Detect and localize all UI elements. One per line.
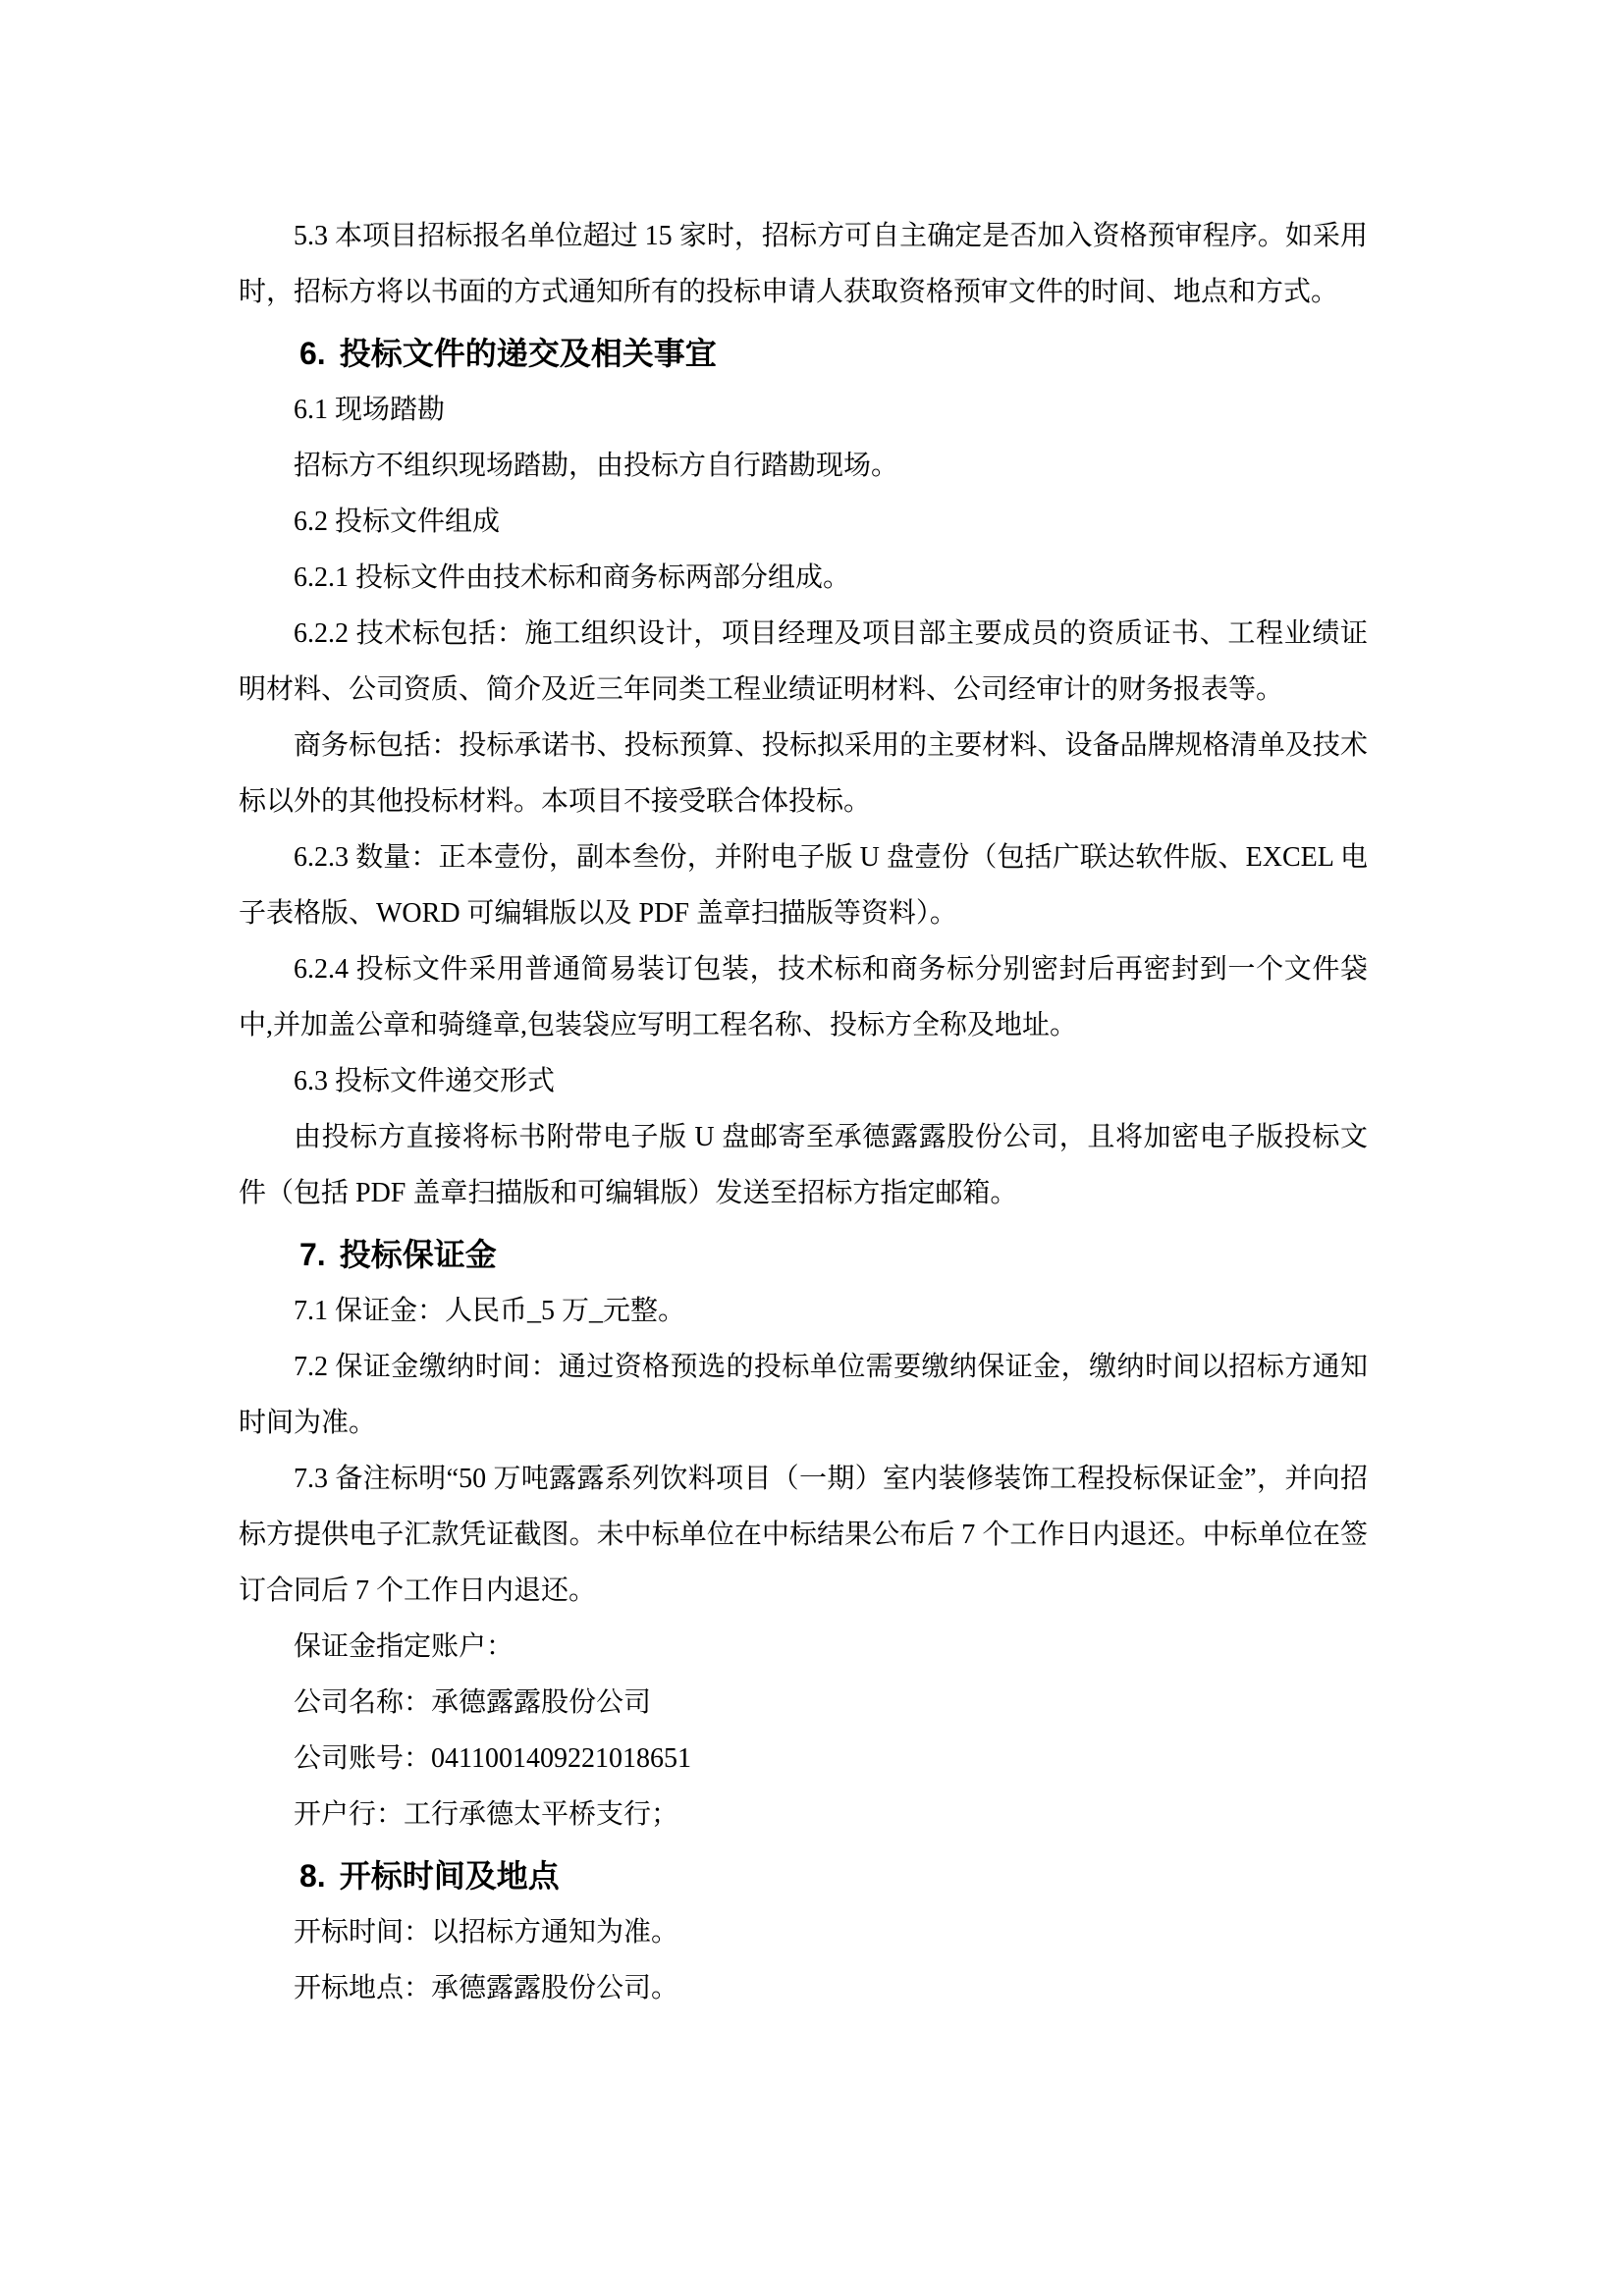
paragraph: 开户行：工行承德太平桥支行； [294,1799,679,1830]
paragraph: 6.2.3 数量：正本壹份，副本叁份，并附电子版 U 盘壹份（包括广联达软件版、EXCEL 电子表格版、WORD 可编辑版以及 PDF 盖章扫描版等资料）。 [239,842,1368,929]
paragraph: 6.2.2 技术标包括：施工组织设计，项目经理及项目部主要成员的资质证书、工程业绩证明材料、公司资质、简介及近三年同类工程业绩证明材料、公司经审计的财务报表等。 [239,618,1368,705]
paragraph: 6.2.1 投标文件由技术标和商务标两部分组成。 [294,562,851,593]
document-content [239,208,1368,2016]
paragraph: 开标地点：承德露露股份公司。 [294,1973,679,2003]
paragraph: 开标时间：以招标方通知为准。 [294,1917,679,1948]
paragraph: 保证金指定账户： [294,1631,514,1662]
section-heading [239,326,1368,382]
paragraph: 公司名称：承德露露股份公司 [294,1687,652,1718]
section-heading-title: 投标文件的递交及相关事宜 [339,336,717,371]
section-heading [239,1848,1368,1904]
section-heading-title: 投标保证金 [339,1237,497,1272]
paragraph: 6.2 投标文件组成 [294,507,501,537]
paragraph: 6.1 现场踏勘 [294,395,446,425]
paragraph: 5.3 本项目招标报名单位超过 15 家时，招标方可自主确定是否加入资格预审程序。如采用时，招标方将以书面的方式通知所有的投标申请人获取资格预审文件的时间、地点和方式。 [239,221,1368,307]
paragraph: 公司账号：0411001409221018651 [294,1743,691,1774]
paragraph: 7.2 保证金缴纳时间：通过资格预选的投标单位需要缴纳保证金，缴纳时间以招标方通知时间为准。 [239,1352,1368,1438]
section-heading-title: 开标时间及地点 [339,1858,560,1894]
paragraph: 由投标方直接将标书附带电子版 U 盘邮寄至承德露露股份公司，且将加密电子版投标文件（包括 PDF 盖章扫描版和可编辑版）发送至招标方指定邮箱。 [239,1122,1368,1208]
section-heading-number: 8. [299,1858,326,1894]
paragraph: 7.3 备注标明“50 万吨露露系列饮料项目（一期）室内装修装饰工程投标保证金”，并向招标方提供电子汇款凭证截图。未中标单位在中标结果公布后 7 个工作日内退还。中标单位在签订合同后 7 个工作日内退还。 [239,1464,1368,1606]
paragraph: 6.3 投标文件递交形式 [294,1066,556,1096]
paragraph: 6.2.4 投标文件采用普通简易装订包装，技术标和商务标分别密封后再密封到一个文件袋中,并加盖公章和骑缝章,包装袋应写明工程名称、投标方全称及地址。 [239,954,1368,1041]
section-heading-number: 7. [299,1237,326,1272]
paragraph: 7.1 保证金：人民币_5 万_元整。 [294,1296,686,1326]
section-heading [239,1227,1368,1283]
paragraph: 招标方不组织现场踏勘，由投标方自行踏勘现场。 [294,451,899,481]
section-heading-number: 6. [299,336,326,371]
paragraph: 商务标包括：投标承诺书、投标预算、投标拟采用的主要材料、设备品牌规格清单及技术标以外的其他投标材料。本项目不接受联合体投标。 [239,730,1368,817]
